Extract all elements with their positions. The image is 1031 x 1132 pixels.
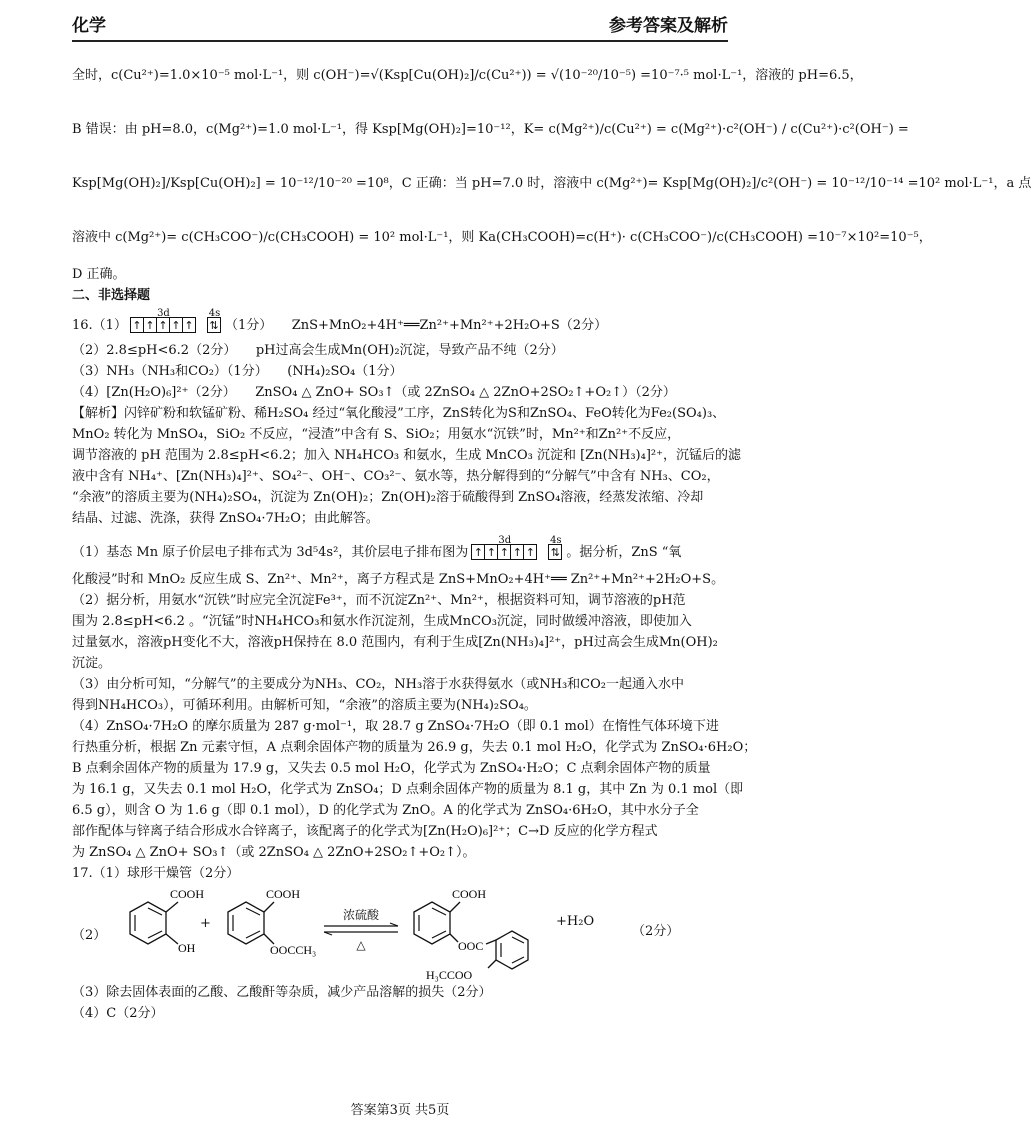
group-label: COOH xyxy=(452,887,487,901)
product-structure xyxy=(404,884,564,982)
orbital-diagram xyxy=(472,535,562,560)
orbital-box: ↑ xyxy=(169,317,183,333)
orbital-box: ⇅ xyxy=(548,544,562,560)
reversible-arrow-icon xyxy=(322,923,400,935)
explain-2-line: （2）据分析，用氨水“沉铁”时应完全沉淀Fe³⁺，而不沉淀Zn²⁺、Mn²⁺，根据资料可知，调节溶液的pH范 xyxy=(72,593,686,608)
header-rule xyxy=(72,40,728,42)
orbital-label-3d: 3d xyxy=(157,308,170,319)
orbital-box: ↑ xyxy=(510,544,524,560)
text-line: B 错误：由 pH=8.0，c(Mg²⁺)=1.0 mol·L⁻¹，得 Ksp[Mg(OH)₂]=10⁻¹²，K= c(Mg²⁺)/c(Cu²⁺) = c(Mg²⁺)·c²(OH⁻) / c(Cu²⁺)·c²(OH⁻) = xyxy=(72,121,909,137)
equilibrium-arrow xyxy=(322,906,400,952)
q16-part4: （4）[Zn(H₂O)₆]²⁺（2分） ZnSO₄ △ ZnO+ SO₃↑（或 2ZnSO₄ △ 2ZnO+2SO₂↑+O₂↑）（2分） xyxy=(72,385,676,400)
water-product: +H₂O xyxy=(556,914,595,929)
analysis-line: 【解析】闪锌矿粉和软锰矿粉、稀H₂SO₄ 经过“氧化酸浸”工序，ZnS转化为S和ZnSO₄、FeO转化为Fe₂(SO₄)₃、 xyxy=(72,406,726,421)
text-line: 全时，c(Cu²⁺)=1.0×10⁻⁵ mol·L⁻¹，则 c(OH⁻)=√(Ksp[Cu(OH)₂]/c(Cu²⁺)) = √(10⁻²⁰/10⁻⁵) =10⁻⁷·⁵ mol·L⁻¹，溶液的 pH=6.5， xyxy=(72,67,863,83)
section-heading: 二、非选择题 xyxy=(72,288,151,303)
subject-title: 化学 xyxy=(72,16,106,36)
reaction-scheme xyxy=(72,884,728,982)
orbital-label-3d: 3d xyxy=(498,535,512,546)
catalyst-label: 浓硫酸 xyxy=(342,908,379,922)
score-label: （2分） xyxy=(632,924,680,939)
group-label: OH xyxy=(178,941,196,955)
orbital-box: ↑ xyxy=(497,544,511,560)
explain-2-line: 沉淀。 xyxy=(72,656,112,671)
explain-1-suffix: 。据分析，ZnS “氧 xyxy=(566,544,682,560)
explain-4-line: （4）ZnSO₄·7H₂O 的摩尔质量为 287 g·mol⁻¹，取 28.7 g ZnSO₄·7H₂O（即 0.1 mol）在惰性气体环境下进 xyxy=(72,719,719,734)
q16-number: 16.（1） xyxy=(72,317,127,333)
page-footer: 答案第3页 共5页 xyxy=(350,1103,450,1118)
orbital-4s xyxy=(549,535,562,560)
q16-part1-text: （1分） ZnS+MnO₂+4H⁺══Zn²⁺+Mn²⁺+2H₂O+S（2分） xyxy=(224,317,608,333)
orbital-box: ↑ xyxy=(130,317,144,333)
q17-part4: （4）C（2分） xyxy=(72,1006,164,1021)
analysis-line: “余液”的溶质主要为(NH₄)₂SO₄，沉淀为 Zn(OH)₂；Zn(OH)₂溶于硫酸得到 ZnSO₄溶液，经蒸发浓缩、冷却 xyxy=(72,490,704,505)
condition-label: △ xyxy=(356,938,366,952)
orbital-box: ↑ xyxy=(143,317,157,333)
explain-1-text: （1）基态 Mn 原子价层电子排布式为 3d⁵4s²，其价层电子排布图为 xyxy=(72,544,469,560)
group-label: OOC xyxy=(458,939,484,953)
orbital-box: ↑ xyxy=(523,544,537,560)
analysis-line: 液中含有 NH₄⁺、[Zn(NH₃)₄]²⁺、SO₄²⁻、OH⁻、CO₃²⁻、氨水等，热分解得到的“分解气”中含有 NH₃、CO₂， xyxy=(72,469,720,484)
q16-part1 xyxy=(72,310,728,340)
analysis-line: 结晶、过滤、洗涤，获得 ZnSO₄·7H₂O；由此解答。 xyxy=(72,511,379,526)
orbital-box: ↑ xyxy=(156,317,170,333)
acetylsalicylic-acid-structure xyxy=(208,884,320,980)
text-line: Ksp[Mg(OH)₂]/Ksp[Cu(OH)₂] = 10⁻¹²/10⁻²⁰ =10⁸，C 正确：当 pH=7.0 时，溶液中 c(Mg²⁺)= Ksp[Mg(OH)₂]/c²(OH⁻) = 10⁻¹²/10⁻¹⁴ =10² mol·L⁻¹，a 点 xyxy=(72,175,1031,191)
orbital-4s xyxy=(208,308,221,333)
orbital-box: ↑ xyxy=(471,544,485,560)
orbital-box: ⇅ xyxy=(207,317,221,333)
group-label: H₃CCOO xyxy=(426,968,473,982)
explain-2-line: 过量氨水，溶液pH变化不大，溶液pH保持在 8.0 范围内，有利于生成[Zn(NH₃)₄]²⁺，pH过高会生成Mn(OH)₂ xyxy=(72,635,718,650)
q17-part1: 17.（1）球形干燥管（2分） xyxy=(72,866,240,881)
explain-4-line: B 点剩余固体产物的质量为 17.9 g，又失去 0.5 mol H₂O，化学式为 ZnSO₄·H₂O；C 点剩余固体产物的质量 xyxy=(72,761,711,776)
group-label: COOH xyxy=(170,887,205,901)
orbital-label-4s: 4s xyxy=(208,308,221,319)
explain-3-line: 得到NH₄HCO₃），可循环利用。由解析可知，“余液”的溶质主要为(NH₄)₂SO₄。 xyxy=(72,698,537,713)
explain-3-line: （3）由分析可知，“分解气”的主要成分为NH₃、CO₂，NH₃溶于水获得氨水（或NH₃和CO₂一起通入水中 xyxy=(72,677,684,692)
text-line: D 正确。 xyxy=(72,267,126,282)
explain-1-line2: 化酸浸”时和 MnO₂ 反应生成 S、Zn²⁺、Mn²⁺，离子方程式是 ZnS+MnO₂+4H⁺══ Zn²⁺+Mn²⁺+2H₂O+S。 xyxy=(72,572,725,587)
explain-4-line: 部作配体与锌离子结合形成水合锌离子，该配离子的化学式为[Zn(H₂O)₆]²⁺；C→D 反应的化学方程式 xyxy=(72,824,658,839)
page-header xyxy=(72,8,728,36)
analysis-line: MnO₂ 转化为 MnSO₄，SiO₂ 不反应，“浸渣”中含有 S、SiO₂；用氨水“沉铁”时，Mn²⁺和Zn²⁺不反应， xyxy=(72,427,681,442)
q16-part3: （3）NH₃（NH₃和CO₂）（1分） (NH₄)₂SO₄（1分） xyxy=(72,364,403,379)
explain-1 xyxy=(72,535,728,569)
analysis-line: 调节溶液的 pH 范围为 2.8≤pH<6.2；加入 NH₄HCO₃ 和氨水，生成 MnCO₃ 沉淀和 [Zn(NH₃)₄]²⁺，沉锰后的滤 xyxy=(72,448,741,463)
text-line: 溶液中 c(Mg²⁺)= c(CH₃COO⁻)/c(CH₃COOH) = 10² mol·L⁻¹，则 Ka(CH₃COOH)=c(H⁺)· c(CH₃COO⁻)/c(CH₃COOH) =10⁻⁷×10²=10⁻⁵， xyxy=(72,229,932,245)
salicylic-acid-structure xyxy=(100,884,205,980)
q17-part2-label: （2） xyxy=(72,928,107,943)
explain-4-line: 6.5 g），则含 O 为 1.6 g（即 0.1 mol），D 的化学式为 ZnO。A 的化学式为 ZnSO₄·6H₂O，其中水分子全 xyxy=(72,803,699,818)
section-title: 参考答案及解析 xyxy=(609,16,728,36)
q16-part2: （2）2.8≤pH<6.2（2分） pH过高会生成Mn(OH)₂沉淀，导致产品不纯（2分） xyxy=(72,343,564,358)
orbital-diagram xyxy=(131,308,221,333)
group-label: COOH xyxy=(266,887,301,901)
orbital-box: ↑ xyxy=(182,317,196,333)
orbital-box: ↑ xyxy=(484,544,498,560)
answer-content xyxy=(72,48,1031,1082)
explain-4-line: 为 ZnSO₄ △ ZnO+ SO₃↑（或 2ZnSO₄ △ 2ZnO+2SO₂↑+O₂↑）。 xyxy=(72,845,476,860)
plus-sign: + xyxy=(200,916,211,931)
explain-4-line: 行热重分析，根据 Zn 元素守恒，A 点剩余固体产物的质量为 26.9 g，失去 0.1 mol H₂O，化学式为 ZnSO₄·6H₂O； xyxy=(72,740,757,755)
orbital-3d xyxy=(131,308,196,333)
explain-2-line: 围为 2.8≤pH<6.2 。“沉锰”时NH₄HCO₃和氨水作沉淀剂，生成MnCO₃沉淀，同时做缓冲溶液，即使加入 xyxy=(72,614,692,629)
q17-part3: （3）除去固体表面的乙酸、乙酸酐等杂质，减少产品溶解的损失（2分） xyxy=(72,985,492,1000)
orbital-label-4s: 4s xyxy=(550,535,562,546)
explain-4-line: 为 16.1 g，又失去 0.1 mol H₂O，化学式为 ZnSO₄；D 点剩余固体产物的质量为 8.1 g，其中 Zn 为 0.1 mol（即 xyxy=(72,782,744,797)
orbital-3d xyxy=(472,535,537,560)
group-label: OOCCH₃ xyxy=(270,943,317,957)
